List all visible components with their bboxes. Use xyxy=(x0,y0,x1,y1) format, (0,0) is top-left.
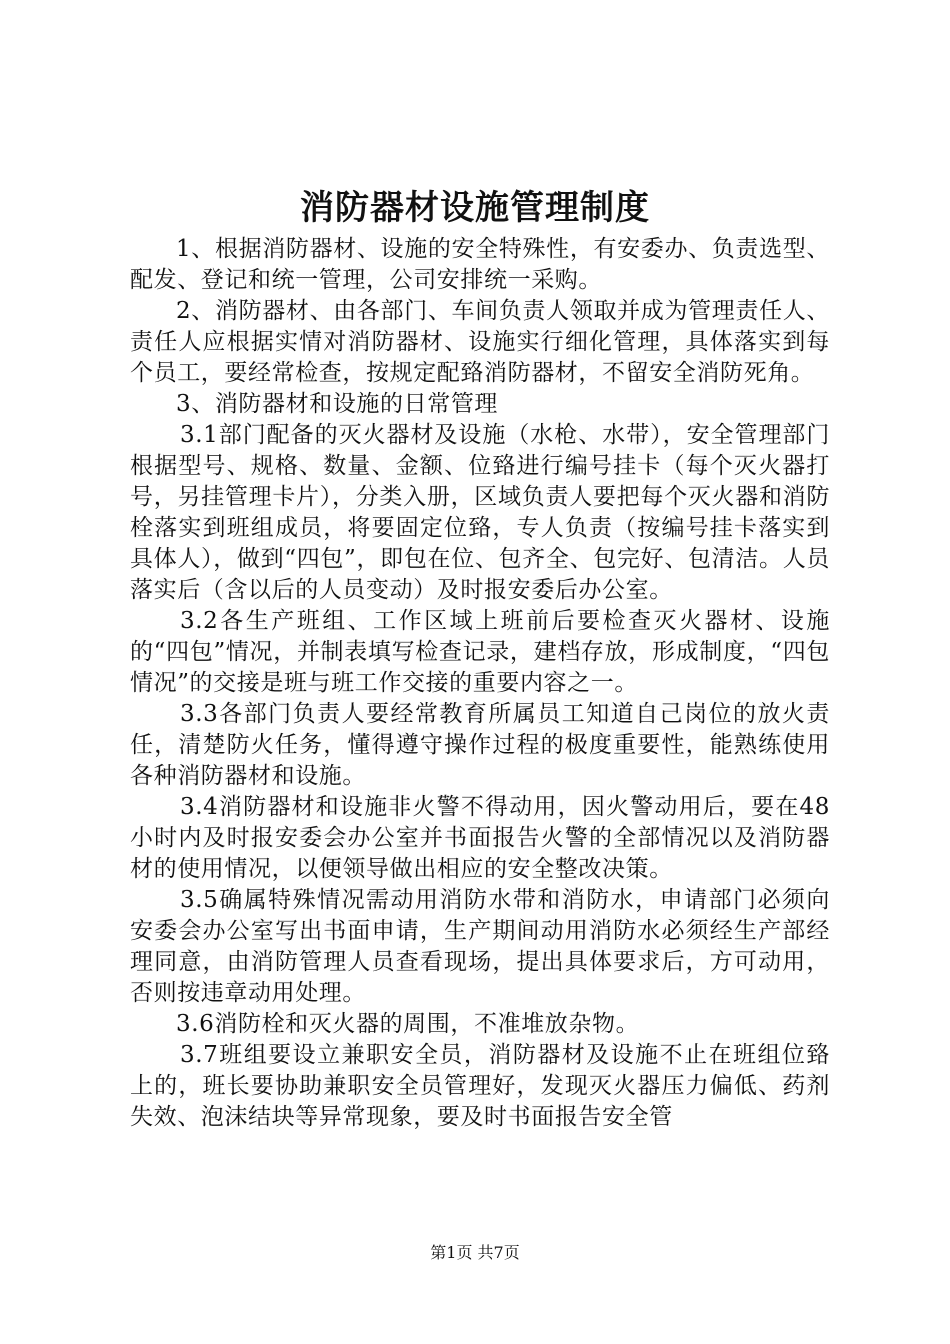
paragraph-3-1: 3.1部门配备的灭火器材及设施（水枪、水带），安全管理部门根据型号、规格、数量、金额、位臵进行编号挂卡（每个灭火器打号，另挂管理卡片），分类入册，区域负责人要把每个灭火器和消防栓落实到班组成员，将要固定位臵，专人负责（按编号挂卡落实到具体人），做到“四包”，即包在位、包齐全、包完好、包清洁。人员落实后（含以后的人员变动）及时报安委后办公室。 xyxy=(130,422,830,603)
paragraph-3-4: 3.4消防器材和设施非火警不得动用，因火警动用后，要在48小时内及时报安委会办公室并书面报告火警的全部情况以及消防器材的使用情况，以便领导做出相应的安全整改决策。 xyxy=(130,794,830,882)
paragraph-3-2: 3.2各生产班组、工作区域上班前后要检查灭火器材、设施的“四包”情况，并制表填写检查记录，建档存放，形成制度，“四包情况”的交接是班与班工作交接的重要内容之一。 xyxy=(130,608,830,696)
paragraph-3-3: 3.3各部门负责人要经常教育所属员工知道自己岗位的放火责任，清楚防火任务，懂得遵守操作过程的极度重要性，能熟练使用各种消防器材和设施。 xyxy=(130,701,830,789)
paragraph-3-6: 3.6消防栓和灭火器的周围，不准堆放杂物。 xyxy=(176,1011,640,1037)
paragraph-3-7: 3.7班组要设立兼职安全员，消防器材及设施不止在班组位臵上的，班长要协助兼职安全员管理好，发现灭火器压力偏低、药剂失效、泡沫结块等异常现象，要及时书面报告安全管 xyxy=(130,1042,830,1130)
document-title: 消防器材设施管理制度 xyxy=(300,188,650,228)
document-body xyxy=(130,234,830,1133)
page-footer: 第1页 共7页 xyxy=(430,1243,520,1262)
paragraph-3: 3、消防器材和设施的日常管理 xyxy=(176,391,499,417)
paragraph-2: 2、消防器材、由各部门、车间负责人领取并成为管理责任人、责任人应根据实情对消防器材、设施实行细化管理，具体落实到每个员工，要经常检查，按规定配臵消防器材，不留安全消防死角。 xyxy=(130,298,830,386)
paragraph-3-5: 3.5确属特殊情况需动用消防水带和消防水，申请部门必须向安委会办公室写出书面申请，生产期间动用消防水必须经生产部经理同意，由消防管理人员查看现场，提出具体要求后，方可动用，否则按违章动用处理。 xyxy=(130,887,830,1006)
paragraph-1: 1、根据消防器材、设施的安全特殊性，有安委办、负责选型、配发、登记和统一管理，公司安排统一采购。 xyxy=(130,236,830,293)
